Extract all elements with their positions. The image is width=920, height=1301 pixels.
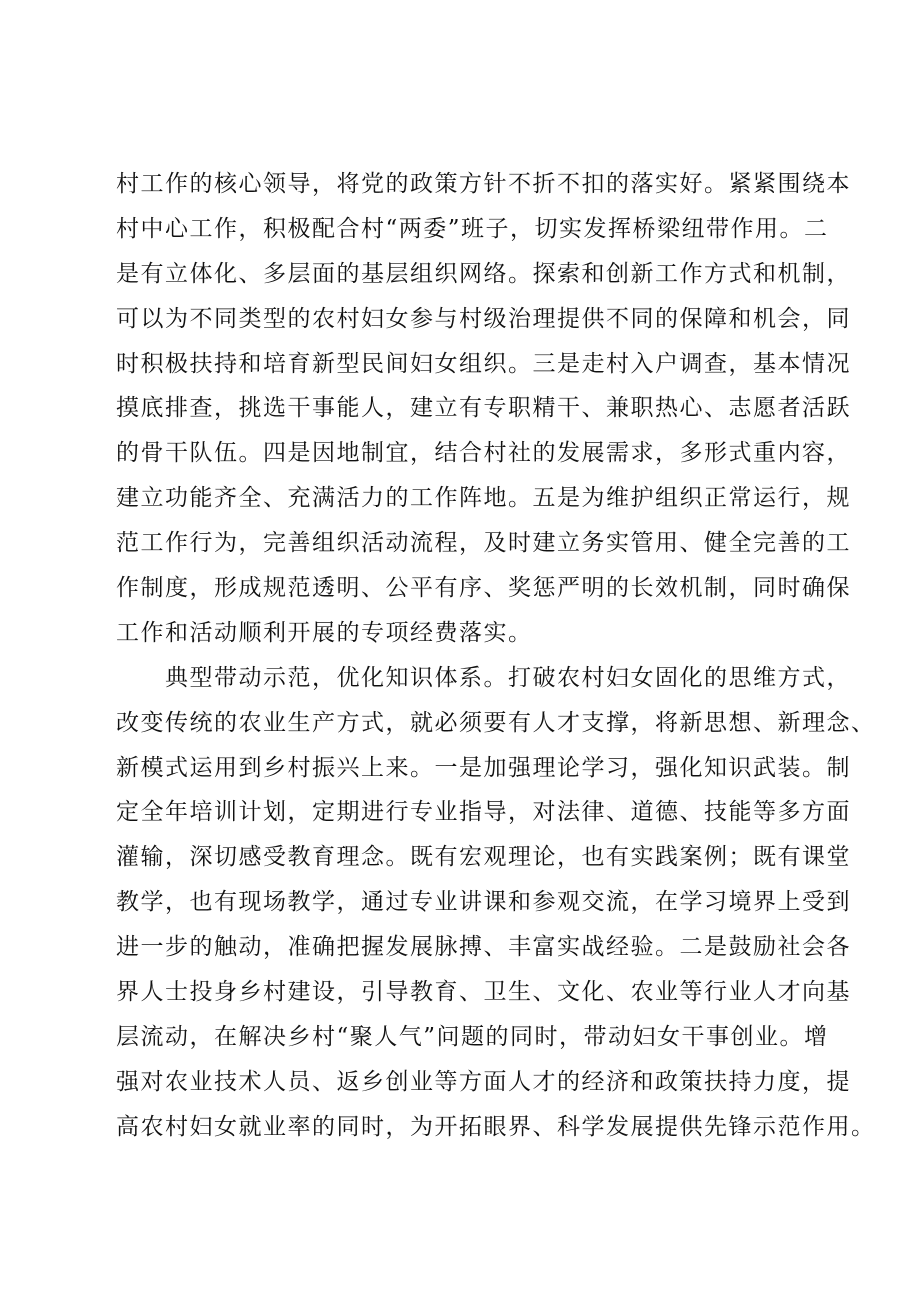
body-text (116, 162, 876, 1150)
text-line: 典型带动示范，优化知识体系。打破农村妇女固化的思维方式， (116, 664, 851, 691)
text-line: 层流动，在解决乡村“聚人气”问题的同时，带动妇女干事创业。增 (116, 1023, 829, 1050)
text-line: 改变传统的农业生产方式，就必须要有人才支撑，将新思想、新理念、 (116, 709, 876, 736)
text-line: 定全年培训计划，定期进行专业指导，对法律、道德、技能等多方面 (116, 799, 851, 826)
text-line: 界人士投身乡村建设，引导教育、卫生、文化、农业等行业人才向基 (116, 979, 851, 1006)
text-line: 是有立体化、多层面的基层组织网络。探索和创新工作方式和机制， (116, 260, 851, 287)
text-line: 强对农业技术人员、返乡创业等方面人才的经济和政策扶持力度，提 (116, 1068, 851, 1095)
text-line: 教学，也有现场教学，通过专业讲课和参观交流，在学习境界上受到 (116, 889, 851, 916)
text-line: 新模式运用到乡村振兴上来。一是加强理论学习，强化知识武装。制 (116, 754, 851, 781)
text-line: 建立功能齐全、充满活力的工作阵地。五是为维护组织正常运行，规 (116, 485, 851, 512)
text-line: 村中心工作，积极配合村“两委”班子，切实发挥桥梁纽带作用。二 (116, 215, 829, 242)
text-line: 作制度，形成规范透明、公平有序、奖惩严明的长效机制，同时确保 (116, 575, 851, 602)
text-line: 村工作的核心领导，将党的政策方针不折不扣的落实好。紧紧围绕本 (116, 171, 851, 197)
text-line: 灌输，深切感受教育理念。既有宏观理论，也有实践案例；既有课堂 (116, 844, 851, 871)
text-line: 进一步的触动，准确把握发展脉搏、丰富实战经验。二是鼓励社会各 (116, 934, 851, 961)
text-line: 时积极扶持和培育新型民间妇女组织。三是走村入户调查，基本情况 (116, 350, 851, 377)
text-line: 工作和活动顺利开展的专项经费落实。 (116, 619, 533, 646)
text-line: 范工作行为，完善组织活动流程，及时建立务实管用、健全完善的工 (116, 530, 851, 557)
text-line: 可以为不同类型的农村妇女参与村级治理提供不同的保障和机会，同 (116, 305, 851, 332)
text-line: 高农村妇女就业率的同时，为开拓眼界、科学发展提供先锋示范作用。 (116, 1113, 876, 1140)
text-line: 的骨干队伍。四是因地制宜，结合村社的发展需求，多形式重内容， (116, 440, 851, 467)
text-line: 摸底排查，挑选干事能人，建立有专职精干、兼职热心、志愿者活跃 (116, 395, 851, 422)
